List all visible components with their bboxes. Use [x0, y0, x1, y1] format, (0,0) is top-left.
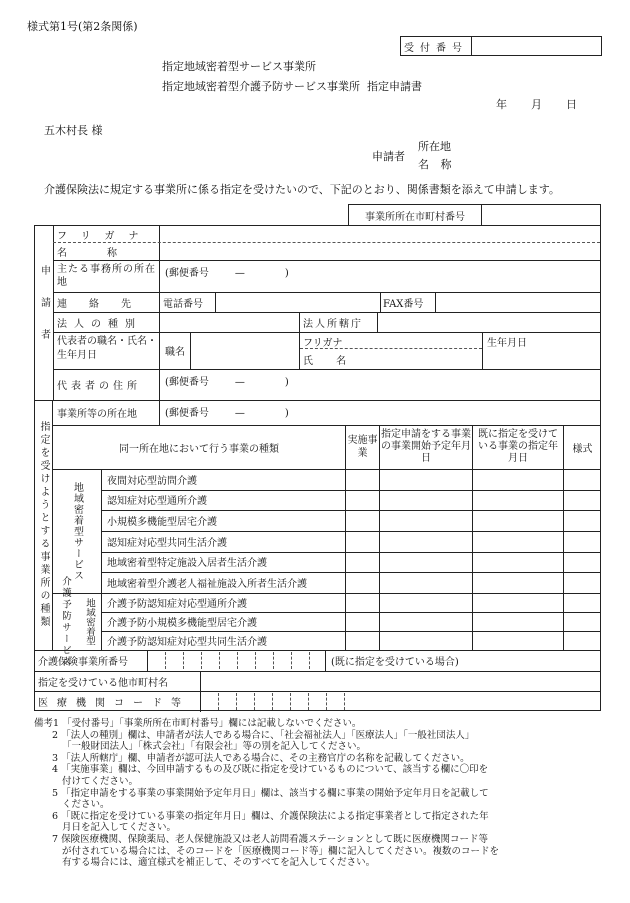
notes-line-3: 「一般財団法人」「株式会社」「有限会社」等の別を記入してください。: [62, 741, 367, 753]
title-suffix: 指定申請書: [367, 80, 422, 93]
format-header: 様式: [572, 443, 593, 455]
notes-line-8: ください。: [62, 799, 110, 811]
corp-office-label: 法人所轄庁: [303, 318, 363, 330]
digit-box-divider: [273, 652, 274, 669]
notes-line-9: 6 「既に指定を受けている事業の指定年月日」欄は、介護保険法による指定事業者として指定された年: [52, 810, 489, 822]
digit-box-divider: [309, 652, 310, 669]
notes-line-4: 3 「法人所轄庁」欄、申請者が認可法人である場合に、その主務官庁の名称を記載してください。: [52, 752, 470, 764]
main-office-label: 主たる事務所の所在地: [57, 264, 156, 288]
digit-box-divider: [165, 652, 166, 669]
notes: [34, 718, 602, 869]
receipt-label: 受付番号: [401, 37, 472, 55]
rep-name-label: 氏 名: [303, 356, 357, 367]
furigana-field[interactable]: [161, 227, 601, 241]
digit-box-divider: [308, 693, 309, 710]
rep-address-label: 代表者の住所: [57, 381, 141, 392]
digit-box-divider: [291, 652, 292, 669]
applicant-name-label: 名 称: [418, 158, 456, 171]
dob-label: 生年月日: [487, 338, 527, 349]
digit-box-divider: [236, 693, 237, 710]
service-row-label: 認知症対応型共同生活介護: [107, 537, 227, 549]
notes-line-6: 付けてください。: [62, 775, 139, 787]
title-line1: 指定地域密着型サービス事業所: [162, 60, 316, 73]
intro-text: 介護保険法に規定する事業所に係る指定を受けたいので、下記のとおり、関係書類を添えて申請します。: [44, 183, 560, 196]
furigana-label: フリガナ: [57, 230, 153, 242]
digit-box-divider: [218, 693, 219, 710]
notes-line-11: 7 保険医療機関、保険薬局、老人保健施設又は老人訪問看護ステーションとして既に医療機関コード等: [52, 833, 488, 845]
title-line2: [162, 78, 422, 94]
existing-date-header: 既に指定を受けている事業の指定年月日: [478, 429, 558, 464]
name-label: 名称: [57, 247, 157, 259]
medical-code-label: 医療機関コード等: [38, 698, 190, 709]
service-row-label: 介護予防小規模多機能型居宅介護: [107, 618, 257, 629]
rep-address-postal: (郵便番号 — ): [165, 377, 289, 388]
addressee: 五木村長 様: [44, 124, 103, 137]
contact-label: 連絡先: [57, 298, 153, 310]
title-label: 職名: [165, 347, 185, 358]
municipality-number-field[interactable]: [482, 205, 600, 225]
notes-line-13: 有する場合には、適宜様式を補正して、そのすべてを記入してください。: [62, 857, 376, 869]
digit-box-divider: [183, 652, 184, 669]
title-line2-text: 指定地域密着型介護予防サービス事業所: [162, 80, 360, 93]
start-date-header: 指定申請をする事業の事業開始予定年月日: [381, 429, 471, 464]
digit-box-divider: [201, 652, 202, 669]
service-row-label: 認知症対応型通所介護: [107, 496, 207, 508]
date-day: 日: [566, 98, 577, 111]
service-row-label: 地域密着型介護老人福祉施設入所者生活介護: [107, 579, 307, 591]
notes-line-1: 備考1 「受付番号」「事業所所在市町村番号」欄には記載しないでください。: [34, 718, 362, 729]
name-field[interactable]: [161, 243, 601, 259]
municipality-number-box: [348, 204, 601, 225]
facility-side-label: 指定を受けようとする事業所の種類: [35, 400, 53, 650]
exec-header: 実施事業: [347, 435, 378, 459]
digit-box-divider: [290, 693, 291, 710]
receipt-value-field[interactable]: [472, 37, 601, 55]
service-row-label: 介護予防認知症対応型通所介護: [107, 599, 247, 610]
rep-label: 代表者の職名・氏名・生年月日: [57, 336, 157, 361]
service-row-label: 介護予防認知症対応型共同生活介護: [107, 637, 267, 648]
form-number: 様式第1号(第2条関係): [27, 20, 138, 33]
digit-box-divider: [219, 652, 220, 669]
facility-postal: (郵便番号 — ): [165, 408, 289, 419]
notes-line-12: が付されている場合には、そのコードを「医療機関コード等」欄に記入してください。複数のコードを: [62, 845, 500, 857]
facility-location-label: 事業所等の所在地: [57, 409, 137, 420]
municipality-number-label: 事業所所在市町村番号: [349, 205, 482, 225]
digit-box-divider: [237, 652, 238, 669]
applicant-label: 申請者: [372, 150, 405, 163]
notes-line-7: 5 「指定申請をする事業の事業開始予定年月日」欄は、該当する欄に事業の開始予定年月日を記載して: [52, 787, 489, 799]
digit-box-divider: [254, 693, 255, 710]
service-row-label: 夜間対応型訪問介護: [107, 475, 197, 487]
applicant-address-label: 所在地: [418, 140, 451, 153]
services-header: 同一所在地において行う事業の種類: [119, 443, 279, 455]
group2-label: 介護予防サービス 地域密着型: [60, 575, 95, 668]
other-municipality-label: 指定を受けている他市町村名: [38, 677, 168, 689]
insurance-number-label: 介護保険事業所番号: [38, 657, 128, 668]
service-row-label: 地域密着型特定施設入居者生活介護: [107, 558, 267, 570]
service-row-label: 小規模多機能型居宅介護: [107, 517, 217, 529]
notes-line-10: 月日を記入してください。: [62, 822, 177, 834]
group1-label: 地域密着型サービス: [71, 481, 83, 581]
date-year: 年: [496, 98, 507, 111]
notes-line-5: 4 「実施事業」欄は、今回申請するもの及び既に指定を受けているものについて、該当する欄に〇印を: [52, 764, 489, 776]
digit-box-divider: [344, 693, 345, 710]
notes-line-2: 2 「法人の種別」欄は、申請者が法人である場合に、「社会福祉法人」「医療法人」「一般社団法人」: [52, 729, 475, 741]
applicant-side-label: 申請者: [35, 226, 54, 400]
fax-label: FAX番号: [383, 298, 424, 310]
digit-box-divider: [255, 652, 256, 669]
digit-box-divider: [326, 693, 327, 710]
insurance-note: (既に指定を受けている場合): [331, 657, 459, 668]
phone-label: 電話番号: [163, 298, 203, 310]
main-office-postal: (郵便番号 — ): [165, 268, 289, 279]
application-form: [34, 225, 601, 711]
receipt-box: [400, 36, 602, 56]
rep-furigana-label: フリガナ: [303, 338, 343, 349]
date-month: 月: [531, 98, 542, 111]
corp-type-label: 法人の種別: [57, 318, 142, 330]
digit-box-divider: [272, 693, 273, 710]
